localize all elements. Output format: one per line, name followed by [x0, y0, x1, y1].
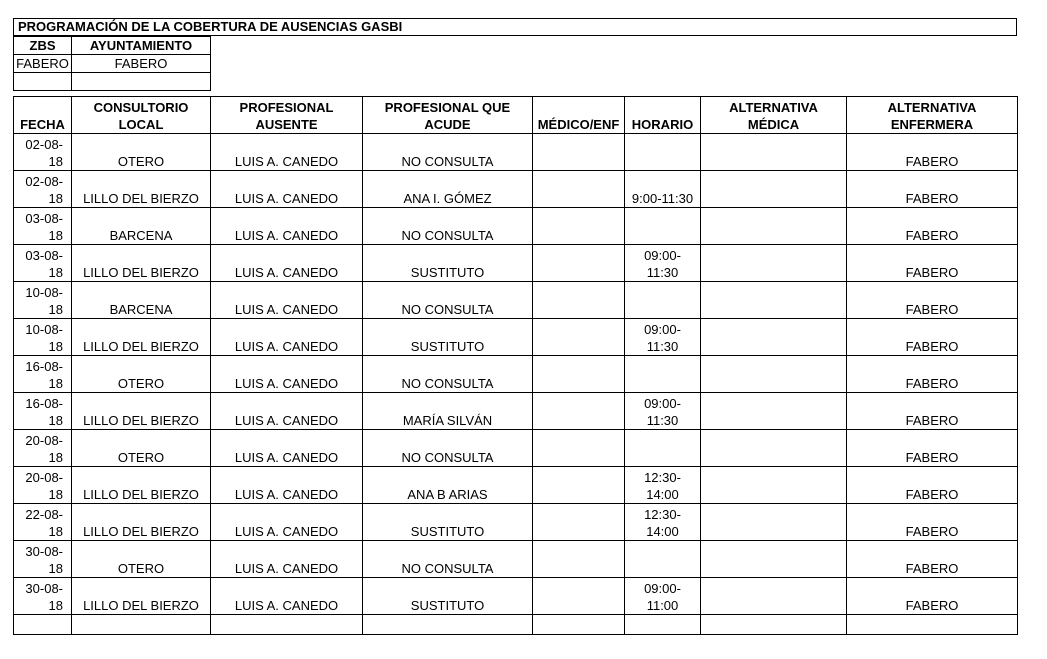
cell-alt-enfermera: FABERO — [847, 171, 1018, 208]
cell-consultorio: BARCENA — [72, 208, 211, 245]
col-alt-medica: ALTERNATIVA MÉDICA — [701, 97, 847, 134]
cell-horario: 09:00- 11:00 — [625, 578, 701, 615]
cell-consultorio: OTERO — [72, 430, 211, 467]
cell-consultorio: BARCENA — [72, 282, 211, 319]
cell-medico — [533, 541, 625, 578]
cell-consultorio: LILLO DEL BIERZO — [72, 319, 211, 356]
table-row — [14, 467, 1018, 504]
cell-ausente: LUIS A. CANEDO — [211, 208, 363, 245]
cell-fecha: 20-08- 18 — [14, 467, 72, 504]
col-fecha: FECHA — [14, 97, 72, 134]
cell-ausente: LUIS A. CANEDO — [211, 430, 363, 467]
cell-ausente: LUIS A. CANEDO — [211, 319, 363, 356]
empty-cell — [533, 615, 625, 635]
table-row — [14, 541, 1018, 578]
cell-alt-medica — [701, 578, 847, 615]
cell-horario: 12:30- 14:00 — [625, 504, 701, 541]
cell-medico — [533, 578, 625, 615]
cell-fecha: 30-08- 18 — [14, 578, 72, 615]
cell-alt-enfermera: FABERO — [847, 578, 1018, 615]
cell-ausente: LUIS A. CANEDO — [211, 171, 363, 208]
cell-acude: SUSTITUTO — [363, 319, 533, 356]
cell-ausente: LUIS A. CANEDO — [211, 393, 363, 430]
table-row — [14, 245, 1018, 282]
cell-alt-enfermera: FABERO — [847, 467, 1018, 504]
cell-fecha: 16-08- 18 — [14, 356, 72, 393]
cell-acude: NO CONSULTA — [363, 356, 533, 393]
cell-ausente: LUIS A. CANEDO — [211, 578, 363, 615]
cell-medico — [533, 134, 625, 171]
table-row — [14, 578, 1018, 615]
cell-fecha: 16-08- 18 — [14, 393, 72, 430]
cell-horario: 09:00- 11:30 — [625, 393, 701, 430]
empty-cell — [847, 615, 1018, 635]
cell-horario — [625, 134, 701, 171]
cell-consultorio: LILLO DEL BIERZO — [72, 171, 211, 208]
cell-alt-medica — [701, 393, 847, 430]
cell-medico — [533, 319, 625, 356]
cell-acude: ANA B ARIAS — [363, 467, 533, 504]
cell-alt-medica — [701, 467, 847, 504]
cell-alt-enfermera: FABERO — [847, 393, 1018, 430]
cell-consultorio: OTERO — [72, 541, 211, 578]
cell-acude: NO CONSULTA — [363, 282, 533, 319]
cell-acude: NO CONSULTA — [363, 430, 533, 467]
cell-acude: NO CONSULTA — [363, 134, 533, 171]
cell-alt-medica — [701, 208, 847, 245]
cell-medico — [533, 245, 625, 282]
table-row — [14, 134, 1018, 171]
table-row — [14, 171, 1018, 208]
col-horario: HORARIO — [625, 97, 701, 134]
cell-fecha: 03-08- 18 — [14, 245, 72, 282]
empty-cell — [211, 615, 363, 635]
cell-fecha: 22-08- 18 — [14, 504, 72, 541]
empty-cell — [14, 615, 72, 635]
cell-consultorio: OTERO — [72, 134, 211, 171]
cell-acude: ANA I. GÓMEZ — [363, 171, 533, 208]
cell-ausente: LUIS A. CANEDO — [211, 541, 363, 578]
cell-horario: 9:00-11:30 — [625, 171, 701, 208]
cell-medico — [533, 282, 625, 319]
cell-acude: NO CONSULTA — [363, 208, 533, 245]
cell-consultorio: LILLO DEL BIERZO — [72, 393, 211, 430]
cell-fecha: 30-08- 18 — [14, 541, 72, 578]
empty-row — [14, 615, 1018, 635]
cell-alt-medica — [701, 319, 847, 356]
cell-ausente: LUIS A. CANEDO — [211, 245, 363, 282]
empty-cell — [72, 615, 211, 635]
ayuntamiento-header: AYUNTAMIENTO — [72, 37, 211, 55]
cell-fecha: 03-08- 18 — [14, 208, 72, 245]
cell-consultorio: LILLO DEL BIERZO — [72, 245, 211, 282]
cell-horario — [625, 541, 701, 578]
cell-consultorio: LILLO DEL BIERZO — [72, 578, 211, 615]
cell-consultorio: LILLO DEL BIERZO — [72, 467, 211, 504]
cell-alt-medica — [701, 356, 847, 393]
table-row — [14, 282, 1018, 319]
cell-consultorio: OTERO — [72, 356, 211, 393]
table-row — [14, 504, 1018, 541]
col-acude: PROFESIONAL QUE ACUDE — [363, 97, 533, 134]
cell-alt-enfermera: FABERO — [847, 430, 1018, 467]
cell-acude: SUSTITUTO — [363, 578, 533, 615]
cell-alt-medica — [701, 134, 847, 171]
table-row — [14, 393, 1018, 430]
cell-fecha: 10-08- 18 — [14, 282, 72, 319]
cell-ausente: LUIS A. CANEDO — [211, 282, 363, 319]
cell-alt-enfermera: FABERO — [847, 504, 1018, 541]
col-alt-enfermera: ALTERNATIVA ENFERMERA — [847, 97, 1018, 134]
cell-acude: SUSTITUTO — [363, 245, 533, 282]
cell-alt-medica — [701, 430, 847, 467]
col-medico-enf: MÉDICO/ENF — [533, 97, 625, 134]
cell-horario — [625, 282, 701, 319]
table-row — [14, 208, 1018, 245]
empty-cell — [363, 615, 533, 635]
cell-alt-enfermera: FABERO — [847, 208, 1018, 245]
cell-alt-enfermera: FABERO — [847, 541, 1018, 578]
cell-horario — [625, 356, 701, 393]
cell-alt-medica — [701, 541, 847, 578]
cell-medico — [533, 393, 625, 430]
cell-alt-medica — [701, 245, 847, 282]
ayuntamiento-value: FABERO — [72, 55, 211, 73]
page-title: PROGRAMACIÓN DE LA COBERTURA DE AUSENCIAS GASBI — [13, 18, 1017, 36]
cell-alt-enfermera: FABERO — [847, 245, 1018, 282]
cell-medico — [533, 504, 625, 541]
cell-alt-enfermera: FABERO — [847, 356, 1018, 393]
cell-fecha: 20-08- 18 — [14, 430, 72, 467]
cell-medico — [533, 208, 625, 245]
col-consultorio: CONSULTORIO LOCAL — [72, 97, 211, 134]
cell-horario — [625, 430, 701, 467]
cell-fecha: 02-08- 18 — [14, 134, 72, 171]
empty-cell — [701, 615, 847, 635]
cell-horario: 12:30- 14:00 — [625, 467, 701, 504]
zbs-table — [13, 36, 211, 91]
cell-alt-medica — [701, 171, 847, 208]
cell-horario: 09:00- 11:30 — [625, 319, 701, 356]
cell-horario — [625, 208, 701, 245]
cell-fecha: 10-08- 18 — [14, 319, 72, 356]
cell-alt-enfermera: FABERO — [847, 134, 1018, 171]
header-row — [14, 97, 1018, 134]
cell-fecha: 02-08- 18 — [14, 171, 72, 208]
cell-horario: 09:00- 11:30 — [625, 245, 701, 282]
cell-alt-enfermera: FABERO — [847, 319, 1018, 356]
cell-ausente: LUIS A. CANEDO — [211, 467, 363, 504]
cell-alt-medica — [701, 282, 847, 319]
cell-acude: SUSTITUTO — [363, 504, 533, 541]
cell-alt-enfermera: FABERO — [847, 282, 1018, 319]
empty-cell — [14, 73, 72, 91]
cell-ausente: LUIS A. CANEDO — [211, 356, 363, 393]
cell-consultorio: LILLO DEL BIERZO — [72, 504, 211, 541]
cell-acude: NO CONSULTA — [363, 541, 533, 578]
cell-medico — [533, 430, 625, 467]
table-row — [14, 319, 1018, 356]
table-row — [14, 356, 1018, 393]
cell-ausente: LUIS A. CANEDO — [211, 504, 363, 541]
cell-acude: MARÍA SILVÁN — [363, 393, 533, 430]
cell-medico — [533, 467, 625, 504]
cell-ausente: LUIS A. CANEDO — [211, 134, 363, 171]
zbs-header: ZBS — [14, 37, 72, 55]
cell-alt-medica — [701, 504, 847, 541]
coverage-table — [13, 96, 1018, 635]
empty-cell — [72, 73, 211, 91]
cell-medico — [533, 171, 625, 208]
empty-cell — [625, 615, 701, 635]
zbs-value: FABERO — [14, 55, 72, 73]
cell-medico — [533, 356, 625, 393]
table-row — [14, 430, 1018, 467]
col-ausente: PROFESIONAL AUSENTE — [211, 97, 363, 134]
